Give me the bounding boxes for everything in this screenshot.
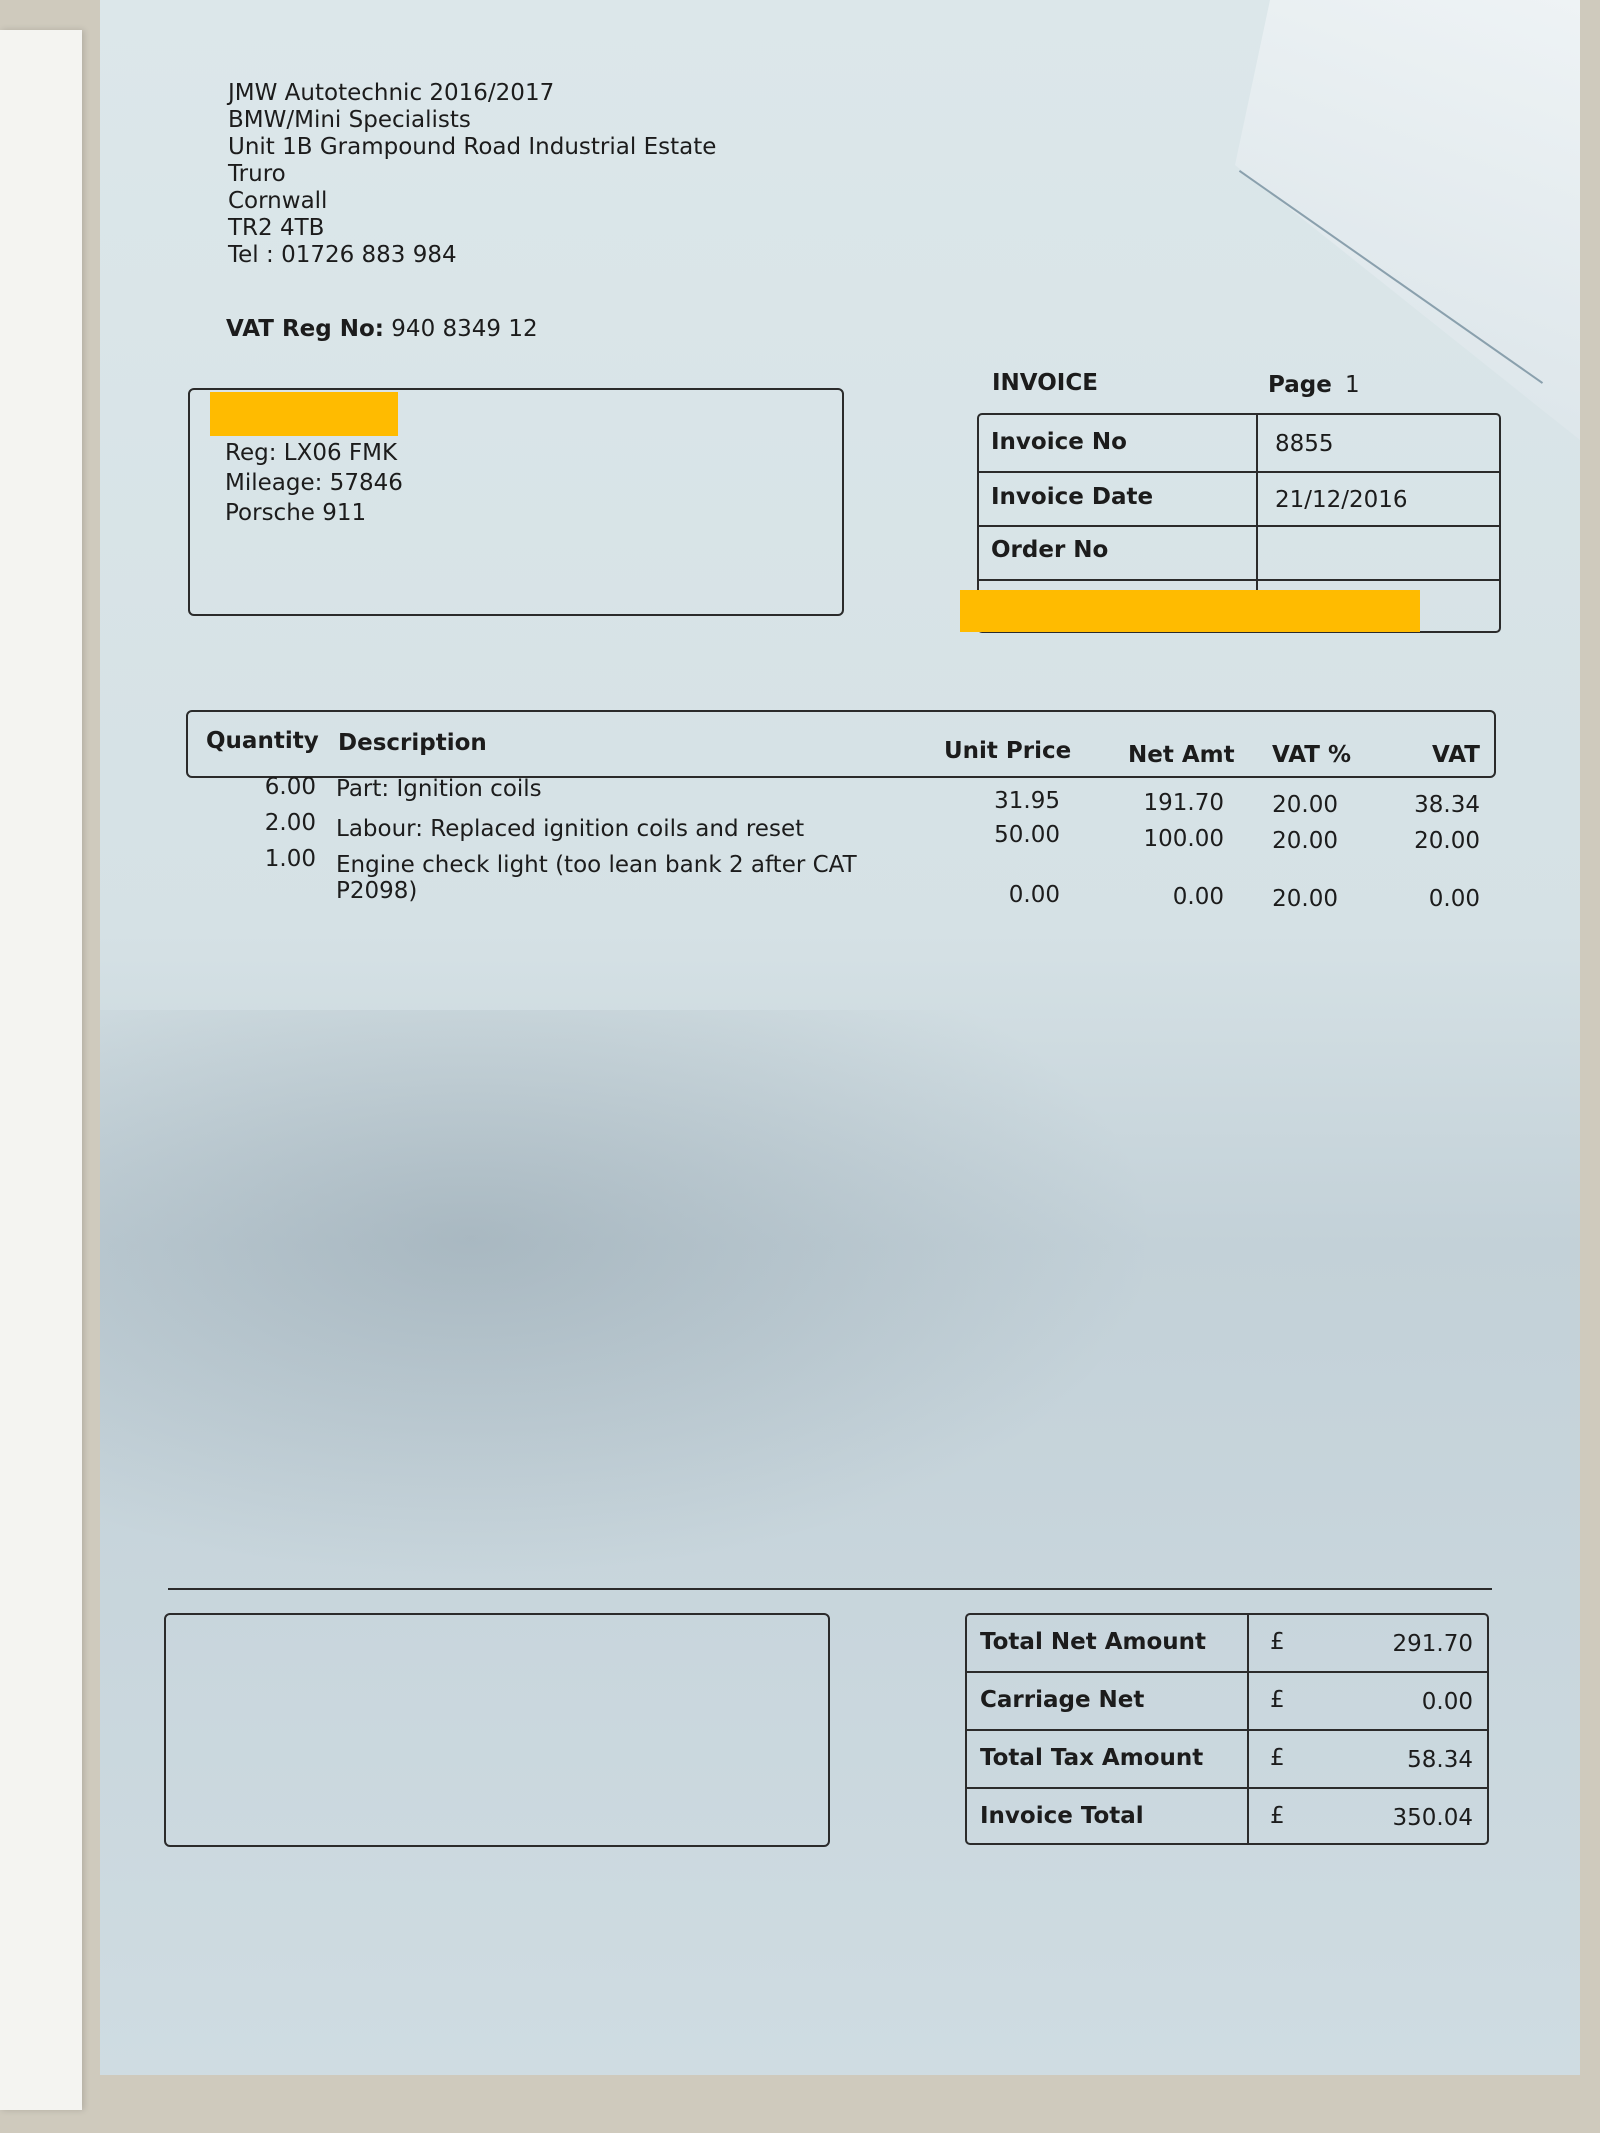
info-row-invoice-date — [979, 473, 1499, 527]
totals-table — [965, 1613, 1489, 1845]
items-header — [186, 710, 1496, 778]
supplier-tel — [228, 242, 716, 269]
info-row-order-no — [979, 527, 1499, 581]
totals-separator — [168, 1588, 1492, 1590]
col-description: Description — [338, 730, 487, 756]
redaction-bar — [960, 590, 1420, 632]
supplier-address — [228, 80, 716, 269]
col-vat: VAT — [1432, 742, 1480, 768]
item-net-amt: 0.00 — [1172, 884, 1224, 910]
redaction-bar — [210, 392, 398, 436]
item-quantity: 6.00 — [264, 774, 316, 800]
customer-details — [225, 438, 403, 528]
currency-symbol: £ — [1270, 1803, 1285, 1829]
col-quantity: Quantity — [206, 728, 319, 754]
item-description: Labour: Replaced ignition coils and reset — [336, 816, 805, 842]
totals-row-carriage — [967, 1673, 1487, 1731]
vat-reg-value: 940 8349 12 — [391, 316, 538, 342]
col-unit-price: Unit Price — [944, 738, 1072, 764]
totals-label: Invoice Total — [980, 1803, 1144, 1829]
supplier-line: JMW Autotechnic 2016/2017 — [228, 80, 555, 106]
supplier-line: Truro — [228, 161, 286, 187]
page-label: Page — [1268, 372, 1332, 398]
info-label: Order No — [991, 537, 1109, 563]
vat-reg — [226, 316, 538, 342]
item-description: Part: Ignition coils — [336, 776, 542, 802]
supplier-line: Cornwall — [228, 188, 328, 214]
item-net-amt: 100.00 — [1143, 826, 1224, 852]
info-label: Invoice No — [991, 429, 1127, 455]
item-description-continued: P2098) — [336, 878, 418, 904]
notes-box — [164, 1613, 830, 1847]
info-label: Invoice Date — [991, 484, 1154, 510]
item-vat-pct: 20.00 — [1272, 886, 1338, 912]
item-unit-price: 50.00 — [994, 822, 1060, 848]
item-vat-pct: 20.00 — [1272, 792, 1338, 818]
supplier-line: Unit 1B Grampound Road Industrial Estate — [228, 134, 717, 160]
totals-row-invoice-total — [967, 1789, 1487, 1845]
col-net-amt: Net Amt — [1128, 742, 1235, 768]
currency-symbol: £ — [1270, 1687, 1285, 1713]
tel-value: 01726 883 984 — [281, 242, 457, 268]
vat-reg-label: VAT Reg No: — [226, 316, 384, 342]
item-vat: 38.34 — [1414, 792, 1480, 818]
item-net-amt: 191.70 — [1143, 790, 1224, 816]
supplier-line: TR2 4TB — [228, 215, 325, 241]
item-vat: 0.00 — [1428, 886, 1480, 912]
totals-amount: 350.04 — [1392, 1805, 1473, 1831]
item-description: Engine check light (too lean bank 2 after CAT — [336, 852, 857, 878]
invoice-title: INVOICE — [992, 370, 1098, 396]
totals-row-tax — [967, 1731, 1487, 1789]
vehicle-reg: Reg: LX06 FMK — [225, 440, 398, 466]
currency-symbol: £ — [1270, 1745, 1285, 1771]
vehicle-mileage: Mileage: 57846 — [225, 470, 403, 496]
item-vat-pct: 20.00 — [1272, 828, 1338, 854]
info-value: 21/12/2016 — [1275, 487, 1408, 513]
info-row-invoice-no — [979, 415, 1499, 473]
totals-label: Carriage Net — [980, 1687, 1145, 1713]
totals-amount: 58.34 — [1407, 1747, 1473, 1773]
item-unit-price: 31.95 — [994, 788, 1060, 814]
vehicle-model: Porsche 911 — [225, 500, 367, 526]
info-value: 8855 — [1275, 431, 1334, 457]
item-quantity: 1.00 — [264, 846, 316, 872]
totals-row-net — [967, 1615, 1487, 1673]
item-quantity: 2.00 — [264, 810, 316, 836]
item-unit-price: 0.00 — [1008, 882, 1060, 908]
totals-amount: 291.70 — [1392, 1631, 1473, 1657]
underlying-paper — [0, 30, 82, 2110]
col-vat-pct: VAT % — [1272, 742, 1351, 768]
totals-amount: 0.00 — [1421, 1689, 1473, 1715]
supplier-line: BMW/Mini Specialists — [228, 107, 471, 133]
item-vat: 20.00 — [1414, 828, 1480, 854]
tel-label: Tel : — [228, 242, 274, 268]
totals-label: Total Net Amount — [980, 1629, 1207, 1655]
totals-label: Total Tax Amount — [980, 1745, 1204, 1771]
page-number: 1 — [1345, 372, 1360, 398]
currency-symbol: £ — [1270, 1629, 1285, 1655]
